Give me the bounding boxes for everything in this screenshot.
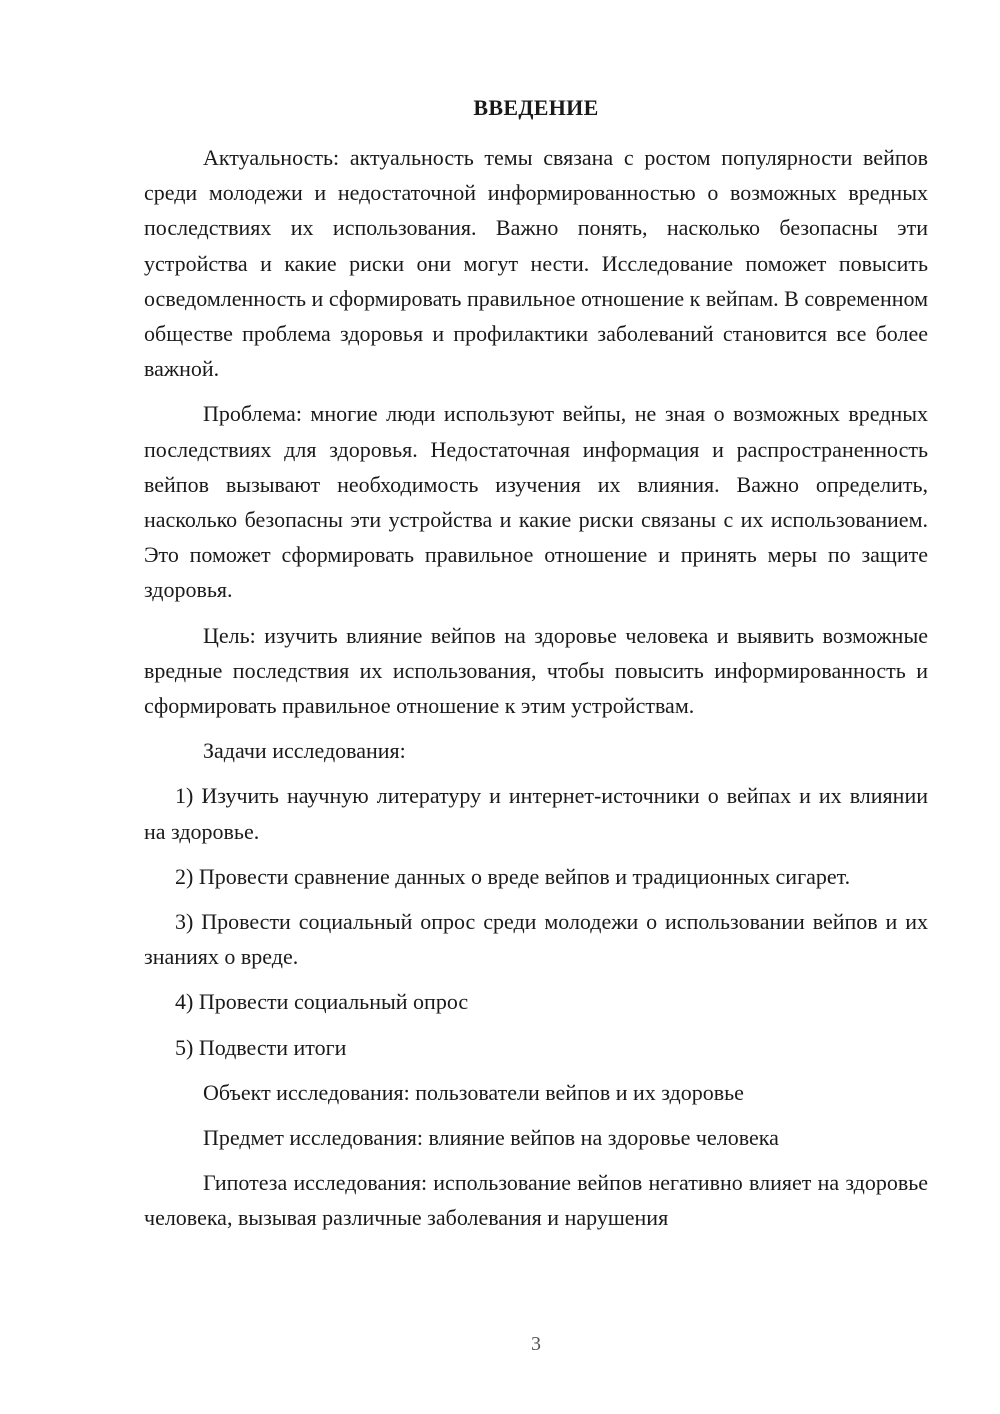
document-body (144, 140, 928, 1246)
task-item-4: 4) Провести социальный опрос (175, 989, 469, 1015)
paragraph-subject: Предмет исследования: влияние вейпов на здоровье человека (203, 1125, 779, 1151)
task-item-1: 1) Изучить научную литературу и интернет-источники о вейпах и их влиянии на здоровье. (144, 783, 928, 844)
paragraph-object: Объект исследования: пользователи вейпов и их здоровье (203, 1079, 744, 1105)
paragraph-relevance: Актуальность: актуальность темы связана с ростом популярности вейпов среди молодежи и недостаточной информированностью о возможных вредных последствиях их использования. Важно понять, насколько безопасны эти устройства и какие риски они могут нести. Исследование поможет повысить осведомленность и сформировать правильное отношение к вейпам. В современном обществе проблема здоровья и профилактики заболеваний становится все более важной. (144, 145, 928, 382)
task-item-2: 2) Провести сравнение данных о вреде вейпов и традиционных сигарет. (175, 863, 851, 889)
task-item-5: 5) Подвести итоги (175, 1034, 347, 1060)
paragraph-problem: Проблема: многие люди используют вейпы, не зная о возможных вредных последствиях для здоровья. Недостаточная информация и распространенность вейпов вызывают необходимость изучения их влияния. Важно определить, насколько безопасны эти устройства и какие риски связаны с их использованием. Это поможет сформировать правильное отношение и принять меры по защите здоровья. (144, 401, 928, 603)
page-title: ВВЕДЕНИЕ (473, 95, 599, 120)
task-item-3: 3) Провести социальный опрос среди молодежи о использовании вейпов и их знаниях о вреде. (144, 909, 928, 970)
paragraph-hypothesis: Гипотеза исследования: использование вейпов негативно влияет на здоровье человека, вызывая различные заболевания и нарушения (144, 1170, 928, 1231)
paragraph-tasks-heading: Задачи исследования: (203, 738, 406, 764)
page-number: 3 (531, 1333, 541, 1355)
paragraph-goal: Цель: изучить влияние вейпов на здоровье человека и выявить возможные вредные последствия их использования, чтобы повысить информированность и сформировать правильное отношение к этим устройствам. (144, 622, 928, 719)
